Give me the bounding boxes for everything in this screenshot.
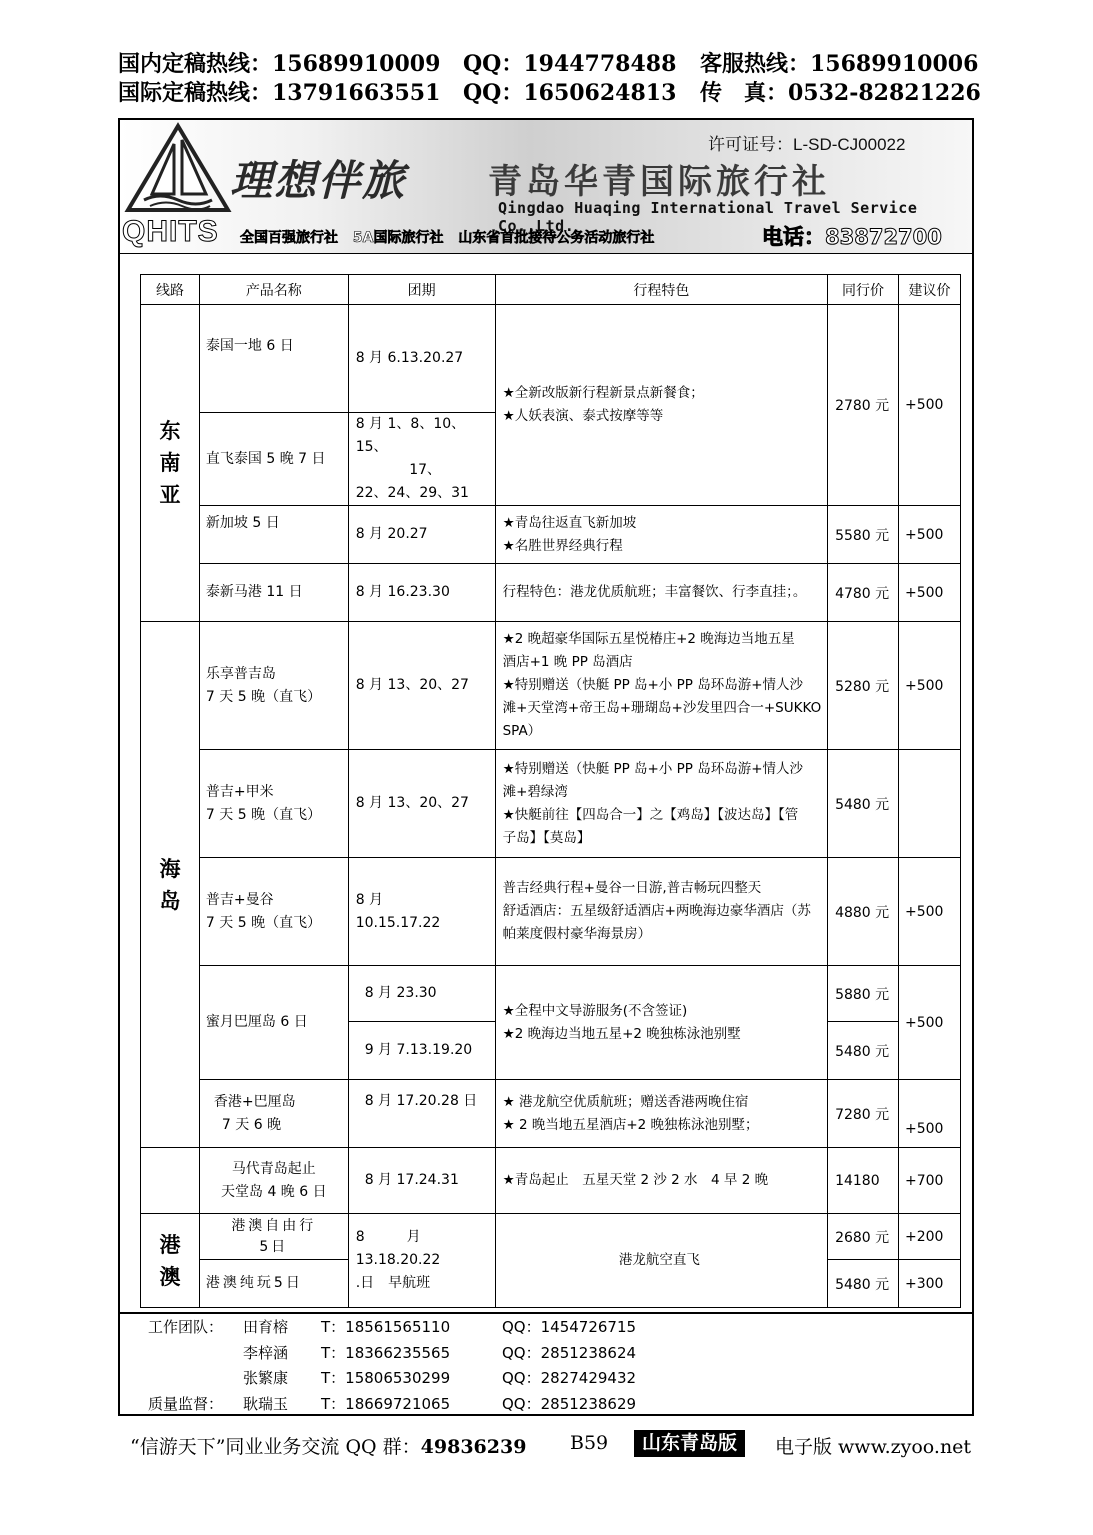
license-number: 许可证号：L-SD-CJ00022: [708, 135, 906, 154]
feature-line: 子岛】【莫岛】: [502, 829, 591, 846]
date-line: 22、24、29、31: [355, 485, 469, 501]
feature-line: ★ 港龙航空优质航班；赠送香港两晚住宿: [502, 1093, 749, 1110]
member-name: 田育榕: [243, 1318, 289, 1336]
suggested-price: +500: [899, 966, 961, 1080]
header-features: 行程特色: [495, 275, 827, 305]
brand-script: 理想伴旅: [230, 156, 407, 205]
tour-dates: 8 月 6.13.20.27: [348, 305, 495, 413]
section-number: B59: [570, 1432, 609, 1454]
date-line: 8 月: [355, 891, 384, 908]
suggested-price: +500: [899, 1080, 961, 1148]
region-label: 港澳: [159, 1232, 181, 1289]
header-dates: 团期: [348, 275, 495, 305]
advert-frame: [118, 118, 974, 1416]
feature-line: 舒适酒店：五星级舒适酒店+两晚海边豪华酒店（苏: [502, 903, 811, 919]
feature-cell: 港龙航空直飞: [495, 1214, 827, 1308]
tour-dates: 8 月 23.30: [348, 966, 495, 1022]
team-contacts: [120, 1312, 972, 1417]
tour-dates: 8 月 13、20、27: [348, 622, 495, 750]
tour-dates: 8 月 17.20.28 日: [348, 1080, 495, 1148]
tagline: 5A国际旅行社: [352, 230, 444, 246]
header-route: 线路: [141, 275, 200, 305]
suggested-price: +500: [899, 506, 961, 564]
table-row: [141, 1148, 961, 1214]
suggested-price: +500: [899, 564, 961, 622]
feature-line: ★快艇前往【四岛合一】之【鸡岛】【波达岛】【管: [502, 806, 799, 823]
member-tel: T：15806530299: [321, 1369, 451, 1387]
fax-number: 传 真：0532-82821226: [700, 80, 981, 106]
feature-cell: ★青岛起止 五星天堂 2 沙 2 水 4 早 2 晚: [495, 1148, 827, 1214]
suggested-price: +500: [899, 858, 961, 966]
product-name: 蜜月巴厘岛 6 日: [199, 966, 348, 1080]
feature-line: ★特别赠送（快艇 PP 岛+小 PP 岛环岛游+情人沙: [502, 760, 804, 777]
trade-price: 4780 元: [828, 564, 899, 622]
feature-line: 酒店+1 晚 PP 岛酒店: [502, 654, 633, 670]
feature-line: ★2 晚超豪华国际五星悦椿庄+2 晚海边当地五星: [502, 631, 795, 647]
table-row: [141, 750, 961, 858]
feature-cell: [495, 622, 827, 750]
qq-group-number: 49836239: [420, 1436, 527, 1458]
tour-dates: [348, 1214, 495, 1308]
feature-cell: [495, 858, 827, 966]
date-line: 17、: [409, 462, 442, 478]
product-name: 泰国一地 6 日: [199, 305, 348, 413]
product-name: 港澳纯玩5日: [199, 1260, 348, 1308]
member-qq: QQ：1454726715: [502, 1318, 637, 1336]
suggested-price: +300: [899, 1260, 961, 1308]
agency-phone: 电话：83872700: [762, 225, 942, 249]
trade-price: 5480 元: [828, 1022, 899, 1080]
tour-dates: [348, 858, 495, 966]
feature-line: ★全新改版新行程新景点新餐食；: [502, 385, 704, 401]
product-name-line: 7 天 6 晚: [221, 1116, 282, 1133]
product-name-line: 7 天 5 晚（直飞）: [205, 914, 322, 931]
date-line: 10.15.17.22: [355, 914, 441, 931]
trade-price: 2680 元: [828, 1214, 899, 1260]
domestic-hotline: 国内定稿热线：15689910009: [118, 51, 441, 77]
feature-line: ★全程中文导游服务(不含签证): [502, 1002, 688, 1019]
table-row: [141, 506, 961, 564]
suggested-price: +200: [899, 1214, 961, 1260]
quality-label: 质量监督：: [148, 1394, 224, 1413]
member-name: 耿瑞玉: [243, 1394, 289, 1413]
product-name-line: 普吉+曼谷: [205, 891, 274, 908]
product-name-line: 乐享普吉岛: [205, 665, 276, 682]
itinerary-table: [140, 274, 961, 1308]
region-islands-tail: [141, 1148, 200, 1214]
trade-price: 5480 元: [828, 1260, 899, 1308]
product-name-line: 5日: [259, 1238, 289, 1255]
table-row: [141, 305, 961, 413]
region-islands: [141, 622, 200, 1148]
domestic-qq: QQ：1944778488: [463, 51, 677, 77]
feature-line: 普吉经典行程+曼谷一日游,普吉畅玩四整天: [502, 880, 762, 896]
tour-dates: 8 月 17.24.31: [348, 1148, 495, 1214]
suggested-price: +700: [899, 1148, 961, 1214]
feature-line: ★名胜世界经典行程: [502, 537, 623, 554]
region-hk-macau: [141, 1214, 200, 1308]
header-suggested-price: 建议价: [899, 275, 961, 305]
suggested-price: +500: [899, 305, 961, 506]
feature-line: 滩+碧绿湾: [502, 783, 568, 800]
date-line: 8 月: [355, 1229, 421, 1245]
team-row: [120, 1392, 972, 1418]
agency-name-en: Qingdao Huaqing International Travel Service Co.,Ltd.: [498, 199, 918, 235]
region-southeast-asia: [141, 305, 200, 622]
trade-price: 7280 元: [828, 1080, 899, 1148]
feature-cell: [495, 966, 827, 1080]
member-qq: QQ：2851238629: [502, 1394, 637, 1413]
agency-name-cn: 青岛华青国际旅行社: [488, 162, 830, 202]
feature-line: ★特别赠送（快艇 PP 岛+小 PP 岛环岛游+情人沙: [502, 677, 804, 693]
feature-line: ★ 2 晚当地五星酒店+2 晚独栋泳池别墅；: [502, 1116, 759, 1133]
table-row: [141, 1080, 961, 1148]
member-name: 李梓涵: [243, 1343, 289, 1362]
table-row: [141, 858, 961, 966]
hotline-row-2: [118, 79, 981, 108]
team-row: [120, 1366, 972, 1392]
tour-dates: [348, 413, 495, 506]
member-qq: QQ：2851238624: [502, 1343, 637, 1362]
product-name: [199, 1214, 348, 1260]
exchange-group: [130, 1432, 526, 1459]
suggested-price: +500: [899, 622, 961, 750]
feature-line: SPA）: [502, 723, 542, 739]
feature-line: ★2 晚海边当地五星+2 晚独栋泳池别墅: [502, 1025, 741, 1042]
product-name-line: 马代青岛起止: [231, 1160, 316, 1177]
date-line: 8 月 1、8、10、15、: [355, 416, 466, 455]
tour-dates: 8 月 16.23.30: [348, 564, 495, 622]
product-name: [199, 750, 348, 858]
hotline-block: [118, 50, 981, 108]
feature-cell: 行程特色：港龙优质航班；丰富餐饮、行李直挂；。: [495, 564, 827, 622]
team-row: [120, 1315, 972, 1341]
edition-badge: 山东青岛版: [634, 1430, 745, 1457]
hotline-row-1: [118, 50, 978, 79]
member-tel: T：18669721065: [321, 1394, 451, 1413]
member-qq: QQ：2827429432: [502, 1369, 637, 1387]
member-tel: T：18366235565: [321, 1343, 451, 1362]
product-name: [199, 1080, 348, 1148]
sailboat-logo-icon: [124, 122, 232, 218]
trade-price: 5280 元: [828, 622, 899, 750]
feature-line: 帕莱度假村豪华海景房）: [502, 926, 652, 942]
product-name-line: 天堂岛 4 晚 6 日: [221, 1183, 327, 1200]
member-tel: T：18561565110: [321, 1318, 451, 1336]
web-edition: 电子版 www.zyoo.net: [775, 1436, 972, 1458]
exchange-text: “信游天下”同业业务交流 QQ 群：: [130, 1436, 421, 1458]
trade-price: 5480 元: [828, 750, 899, 858]
product-name: 新加坡 5 日: [199, 506, 348, 564]
qhits-logo-text: QHITS: [122, 215, 219, 248]
table-row: [141, 622, 961, 750]
product-name: [199, 858, 348, 966]
team-label: 工作团队：: [148, 1318, 224, 1336]
feature-line: ★青岛往返直飞新加坡: [502, 514, 637, 531]
feature-cell: [495, 750, 827, 858]
international-hotline: 国际定稿热线：13791663551: [118, 80, 441, 106]
product-name: [199, 1148, 348, 1214]
suggested-price: [899, 750, 961, 858]
product-name-line: 7 天 5 晚（直飞）: [205, 688, 322, 705]
table-row: [141, 966, 961, 1022]
tour-dates: 9 月 7.13.19.20: [348, 1022, 495, 1080]
service-hotline: 客服热线：15689910006: [700, 51, 979, 77]
trade-price: 5580 元: [828, 506, 899, 564]
table-header-row: [141, 275, 961, 305]
date-line: 13.18.20.22: [355, 1252, 441, 1268]
trade-price: 14180: [828, 1148, 899, 1214]
date-line: .日 早航班: [355, 1275, 431, 1291]
product-name: 泰新马港 11 日: [199, 564, 348, 622]
agency-banner: [120, 120, 972, 254]
product-name-line: 港澳自由行: [231, 1217, 317, 1234]
product-name: 直飞泰国 5 晚 7 日: [199, 413, 348, 506]
region-label: 东南亚: [159, 419, 181, 507]
feature-cell: [495, 506, 827, 564]
page-footer: [130, 1430, 980, 1460]
product-name-line: 普吉+甲米: [205, 783, 274, 800]
trade-price: 5880 元: [828, 966, 899, 1022]
region-label: 海岛: [159, 856, 181, 913]
feature-line: ★人妖表演、泰式按摩等等: [502, 408, 664, 424]
member-name: 张繁康: [243, 1369, 289, 1387]
international-qq: QQ：1650624813: [463, 80, 677, 106]
trade-price: 4880 元: [828, 858, 899, 966]
tour-dates: 8 月 13、20、27: [348, 750, 495, 858]
trade-price: 2780 元: [828, 305, 899, 506]
team-row: [120, 1341, 972, 1367]
feature-cell: [495, 1080, 827, 1148]
tagline: 全国百强旅行社: [240, 230, 338, 246]
product-name-line: 7 天 5 晚（直飞）: [205, 806, 322, 823]
agency-taglines: [240, 227, 664, 247]
table-row: [141, 1214, 961, 1260]
header-product: 产品名称: [199, 275, 348, 305]
feature-cell: [495, 305, 827, 506]
tour-dates: 8 月 20.27: [348, 506, 495, 564]
feature-line: 滩+天堂湾+帝王岛+珊瑚岛+沙发里四合一+SUKKO: [502, 700, 822, 716]
header-trade-price: 同行价: [828, 275, 899, 305]
tagline: 山东省首批接待公务活动旅行社: [458, 230, 655, 246]
product-name-line: 香港+巴厘岛: [213, 1093, 296, 1110]
product-name: [199, 622, 348, 750]
table-row: [141, 564, 961, 622]
